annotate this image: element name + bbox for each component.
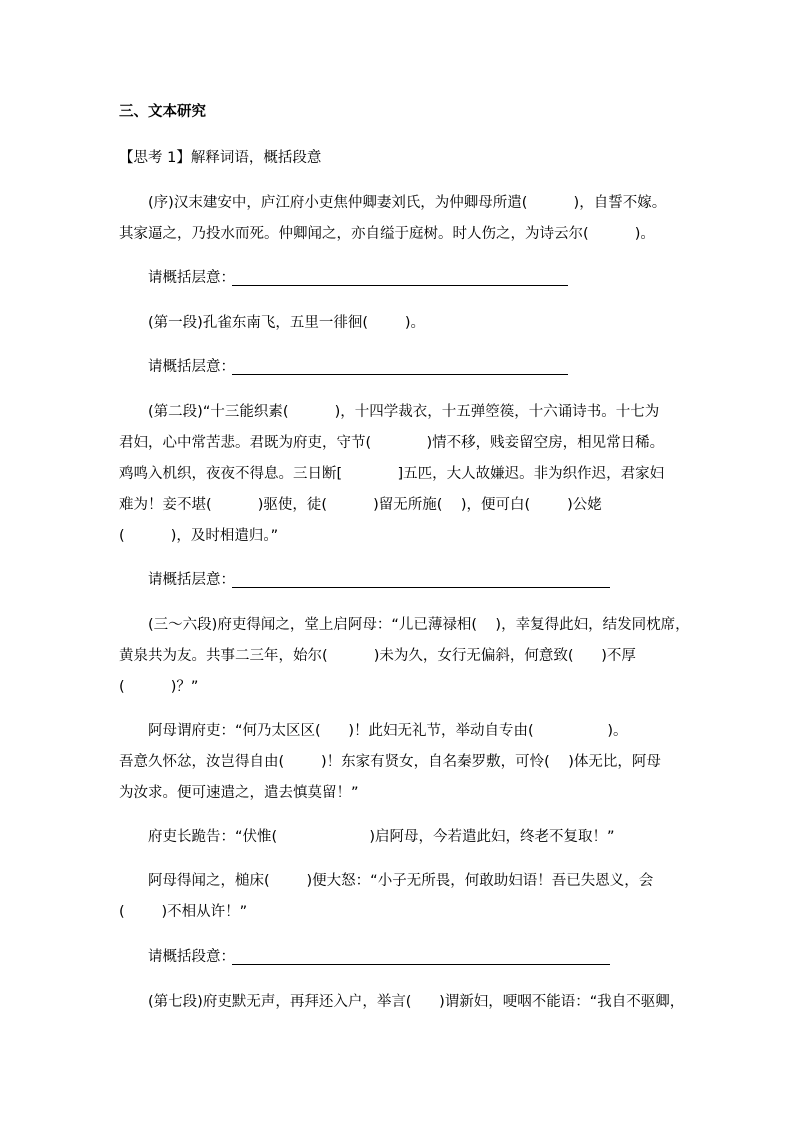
answer-line [232, 285, 568, 286]
summary-prompt: 请概括层意： [148, 270, 235, 286]
para-3-6-line-3: ( )？” [119, 679, 199, 695]
summary-prompt: 请概括段意： [148, 949, 235, 965]
para-7-line-1: (第七段)府吏默无声，再拜还入户，举言( )谓新妇，哽咽不能语：“我自不驱卿， [148, 994, 685, 1010]
para-2-line-4: 难为！妾不堪( )驱使，徒( )留无所施( )，便可白( )公姥 [119, 497, 602, 513]
answer-line [232, 374, 568, 375]
summary-prompt: 请概括层意： [148, 572, 235, 588]
preface-line-1: (序)汉末建安中，庐江府小吏焦仲卿妻刘氏，为仲卿母所遣( )，自誓不嫁。 [148, 195, 667, 211]
para-2-line-5: ( )，及时相遣归。” [119, 528, 279, 544]
summary-prompt: 请概括层意： [148, 359, 235, 375]
mother-line-1: 阿母谓府吏：“何乃太区区( )！此妇无礼节，举动自专由( )。 [148, 723, 628, 739]
mother-anger-line-1: 阿母得闻之，槌床( )便大怒：“小子无所畏，何敢助妇语！吾已失恩义，会 [148, 873, 654, 889]
think-heading: 【思考 1】解释词语，概括段意 [119, 150, 322, 166]
para-3-6-line-2: 黄泉共为友。共事二三年，始尔( )未为久，女行无偏斜，何意致( )不厚 [119, 648, 636, 664]
para-2-line-1: (第二段)“十三能织素( )，十四学裁衣，十五弹箜篌，十六诵诗书。十七为 [148, 404, 660, 420]
mother-line-2: 吾意久怀忿，汝岂得自由( )！东家有贤女，自名秦罗敷，可怜( )体无比，阿母 [119, 754, 661, 770]
mother-anger-line-2: ( )不相从许！” [119, 904, 248, 920]
para-3-6-line-1: (三～六段)府吏得闻之，堂上启阿母：“儿已薄禄相( )，幸复得此妇，结发同枕席， [148, 617, 690, 633]
preface-line-2: 其家逼之，乃投水而死。仲卿闻之，亦自缢于庭树。时人伤之，为诗云尔( )。 [119, 226, 655, 242]
mother-line-3: 为汝求。便可速遣之，遣去慎莫留！” [119, 785, 359, 801]
para-2-line-2: 君妇，心中常苦悲。君既为府吏，守节( )情不移，贱妾留空房，相见常日稀。 [119, 435, 665, 451]
para-2-line-3: 鸡鸣入机织，夜夜不得息。三日断[ ]五匹，大人故嫌迟。非为织作迟，君家妇 [119, 466, 665, 482]
section-title: 三、文本研究 [119, 104, 206, 120]
official-line: 府吏长跪告：“伏惟( )启阿母，今若遣此妇，终老不复取！” [148, 829, 615, 845]
answer-line [232, 964, 610, 965]
answer-line [232, 587, 610, 588]
para-1-line: (第一段)孔雀东南飞，五里一徘徊( )。 [148, 315, 425, 331]
